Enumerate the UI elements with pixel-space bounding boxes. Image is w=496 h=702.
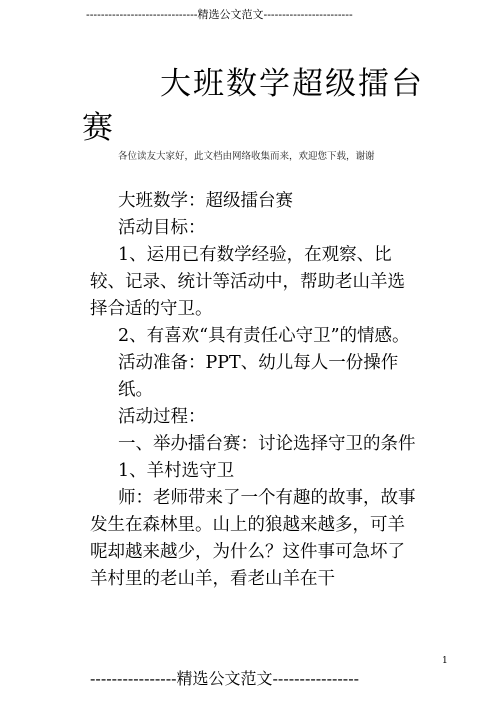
paragraph: 活动准备：PPT、幼儿每人一份操作纸。 [118, 353, 399, 400]
paragraph: 1、运用已有数学经验，在观察、比较、记录、统计等活动中，帮助老山羊选择合适的守卫。 [90, 245, 405, 319]
title-line-1: 大班数学超级擂台 [160, 66, 424, 102]
paragraph: 活动过程： [118, 407, 206, 427]
paragraph: 2、有喜欢“具有责任心守卫”的情感。 [118, 326, 410, 346]
paragraph: 大班数学：超级擂台赛 [118, 191, 293, 211]
page-header: ------------------------------精选公文范文------------------------ [86, 8, 353, 21]
document-body [90, 188, 422, 593]
page-footer: ----------------精选公文范文---------------- [90, 669, 360, 688]
page-number: 1 [442, 656, 448, 666]
download-notice: 各位读友大家好，此文档由网络收集而来，欢迎您下载，谢谢 [118, 151, 375, 162]
paragraph: 一、举办擂台赛：讨论选择守卫的条件 [118, 434, 416, 454]
title-line-2: 赛 [82, 110, 115, 146]
paragraph: 活动目标： [118, 218, 206, 238]
paragraph: 师：老师带来了一个有趣的故事，故事发生在森林里。山上的狼越来越多，可羊呢却越来越少，为什么？这件事可急坏了羊村里的老山羊，看老山羊在干 [90, 488, 416, 589]
document-title [82, 62, 435, 150]
paragraph: 1、羊村选守卫 [118, 461, 235, 481]
